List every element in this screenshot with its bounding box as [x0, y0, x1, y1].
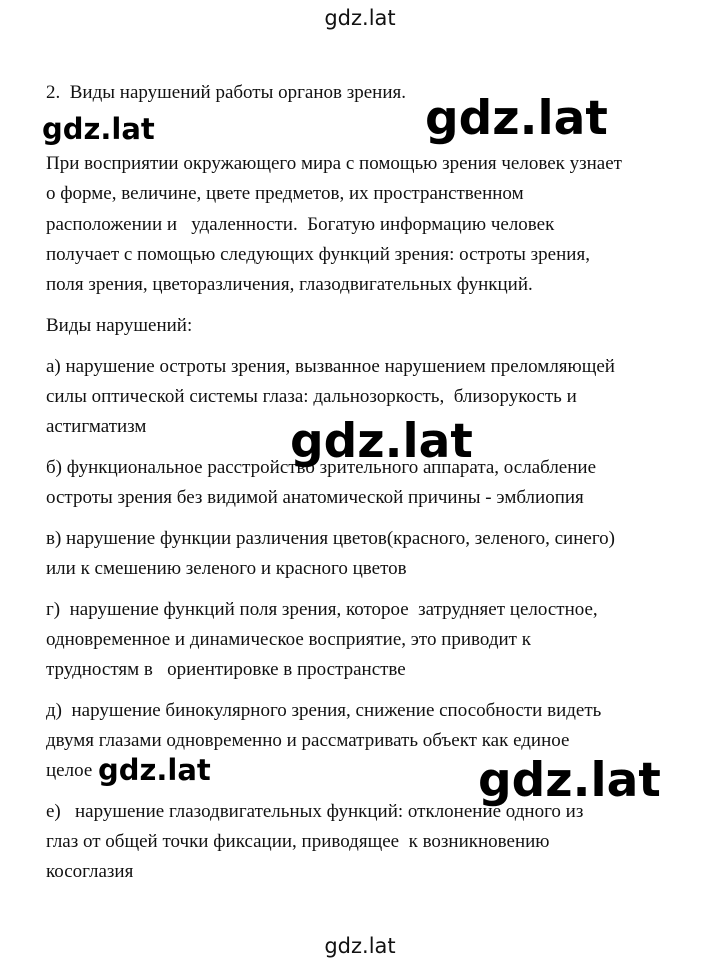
watermark: gdz.lat — [425, 91, 608, 146]
item-e-line: глаз от общей точки фиксации, приводящее к возникновению — [46, 831, 550, 852]
intro-line: получает с помощью следующих функций зрения: остроты зрения, — [46, 244, 590, 265]
watermark: gdz.lat — [290, 414, 473, 469]
item-v-line: или к смешению зеленого и красного цветов — [46, 558, 407, 579]
item-d-line: двумя глазами одновременно и рассматривать объект как единое — [46, 730, 570, 751]
item-d-line: д) нарушение бинокулярного зрения, снижение способности видеть — [46, 700, 602, 721]
item-g-line: г) нарушение функций поля зрения, которое затрудняет целостное, — [46, 599, 598, 620]
intro-line: о форме, величине, цвете предметов, их пространственном — [46, 183, 524, 204]
item-e-line: косоглазия — [46, 861, 134, 882]
watermark: gdz.lat — [42, 112, 155, 146]
list-title: Виды нарушений: — [46, 315, 193, 336]
site-footer: gdz.lat — [324, 934, 396, 958]
item-a-line: силы оптической системы глаза: дальнозоркость, близорукость и — [46, 386, 577, 407]
section-heading: 2. Виды нарушений работы органов зрения. — [46, 82, 406, 103]
item-b-line: б) функциональное расстройство зрительного аппарата, ослабление — [46, 457, 596, 478]
item-e-line: е) нарушение глазодвигательных функций: отклонение одного из — [46, 801, 584, 822]
item-b-line: остроты зрения без видимой анатомической причины - эмблиопия — [46, 487, 584, 508]
intro-line: поля зрения, цветоразличения, глазодвигательных функций. — [46, 274, 533, 295]
item-g-line: трудностям в ориентировке в пространстве — [46, 659, 406, 680]
item-d-line: целое — [46, 760, 93, 781]
watermark: gdz.lat — [98, 753, 211, 787]
item-a-line: астигматизм — [46, 416, 147, 437]
item-a-line: а) нарушение остроты зрения, вызванное нарушением преломляющей — [46, 356, 615, 377]
item-g-line: одновременное и динамическое восприятие, это приводит к — [46, 629, 531, 650]
site-header: gdz.lat — [324, 6, 396, 30]
intro-line: расположении и удаленности. Богатую информацию человек — [46, 214, 555, 235]
watermark: gdz.lat — [478, 753, 661, 808]
item-v-line: в) нарушение функции различения цветов(красного, зеленого, синего) — [46, 528, 615, 549]
intro-line: При восприятии окружающего мира с помощью зрения человек узнает — [46, 153, 622, 174]
